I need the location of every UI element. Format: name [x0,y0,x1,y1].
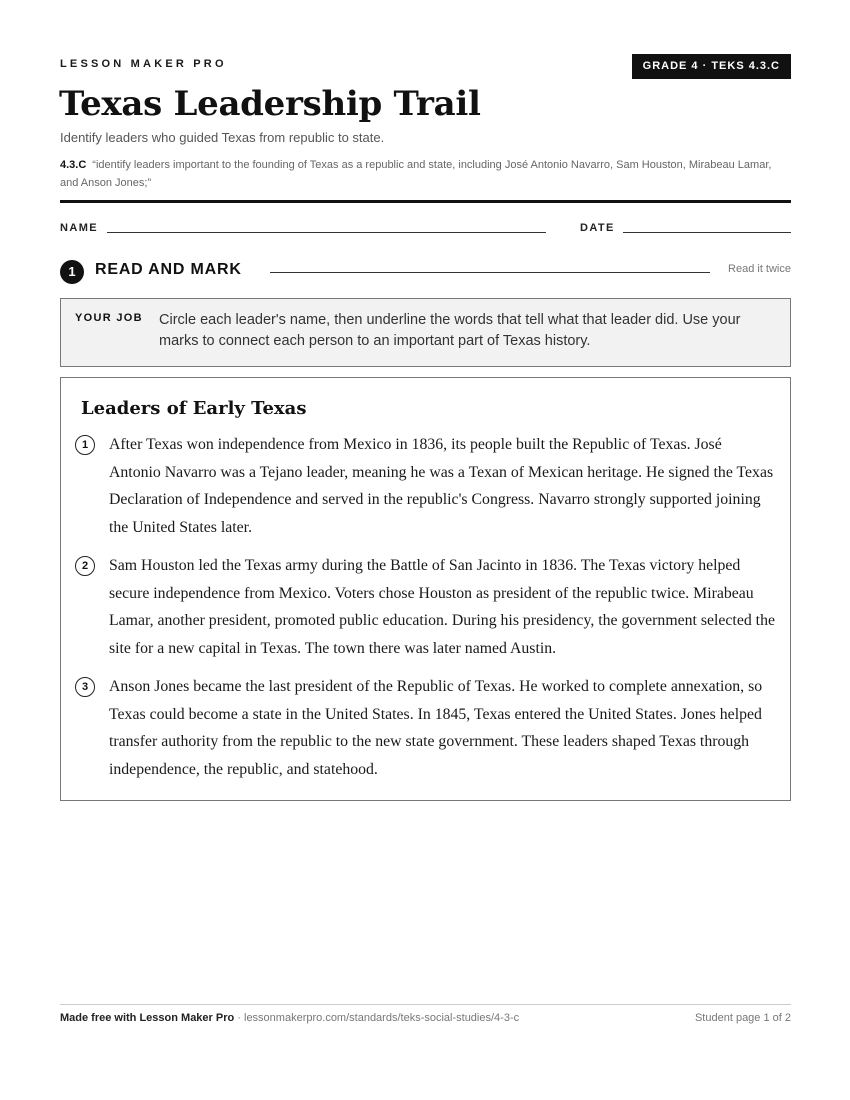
paragraph-text: After Texas won independence from Mexico in 1836, its people built the Republic of Texas. José Antonio Navarro was a Tejano leader, meaning he was a Texan of Mexican heritage. He signed the Texas Declaration of Independence and served in the republic's Congress. Navarro strongly supported joining the United States later. [109,436,774,537]
footer-url-link[interactable]: lessonmakerpro.com/standards/teks-social-studies/4-3-c [244,1012,520,1024]
passage-title: Leaders of Early Texas [81,398,307,419]
your-job-box [60,298,791,367]
brand-name: LESSON MAKER PRO [60,58,227,70]
worksheet-page [60,0,791,1100]
paragraph-text: Sam Houston led the Texas army during the Battle of San Jacinto in 1836. The Texas victory helped secure independence from Mexico. Voters chose Houston as president of the republic twice. Mirabeau Lamar, another president, promoted public education. During his presidency, the government selected the site for a new capital in Texas. The town there was later named Austin. [109,557,775,658]
name-field-line[interactable] [107,232,546,233]
page-title: Texas Leadership Trail [59,84,481,124]
section-note: Read it twice [728,263,791,275]
standard-code: 4.3.C [60,159,87,171]
paragraph-number: 1 [75,435,95,455]
section-rule [270,272,710,273]
grade-badge: GRADE 4 · TEKS 4.3.C [632,54,791,79]
section-title: READ AND MARK [95,261,242,278]
reading-passage [60,377,791,801]
date-field-line[interactable] [623,232,791,233]
header-divider [60,200,791,203]
date-label: DATE [580,222,615,234]
footer-separator: · [234,1012,244,1024]
standard-statement [60,156,780,192]
page-subtitle: Identify leaders who guided Texas from republic to state. [60,130,385,145]
footer-credit [60,1012,519,1024]
footer-made-with: Made free with Lesson Maker Pro [60,1012,235,1024]
name-label: NAME [60,222,98,234]
paragraph-number: 2 [75,556,95,576]
your-job-instructions: Circle each leader's name, then underline the words that tell what that leader did. Use your marks to connect each person to an important part of Texas history. [159,312,741,349]
standard-text: “identify leaders important to the founding of Texas as a republic and state, including José Antonio Navarro, Sam Houston, Mirabeau Lamar, and Anson Jones;” [60,159,772,189]
your-job-label: YOUR JOB [75,312,143,324]
footer-page-number: Student page 1 of 2 [694,1012,791,1024]
paragraph-number: 3 [75,677,95,697]
paragraph-text: Anson Jones became the last president of the Republic of Texas. He worked to complete annexation, so Texas could become a state in the United States. In 1845, Texas entered the United States. Jones helped transfer authority from the republic to the new state government. These leaders shaped Texas through independence, the republic, and statehood. [109,678,763,779]
footer-divider [60,1004,791,1005]
section-number-badge: 1 [60,260,84,284]
